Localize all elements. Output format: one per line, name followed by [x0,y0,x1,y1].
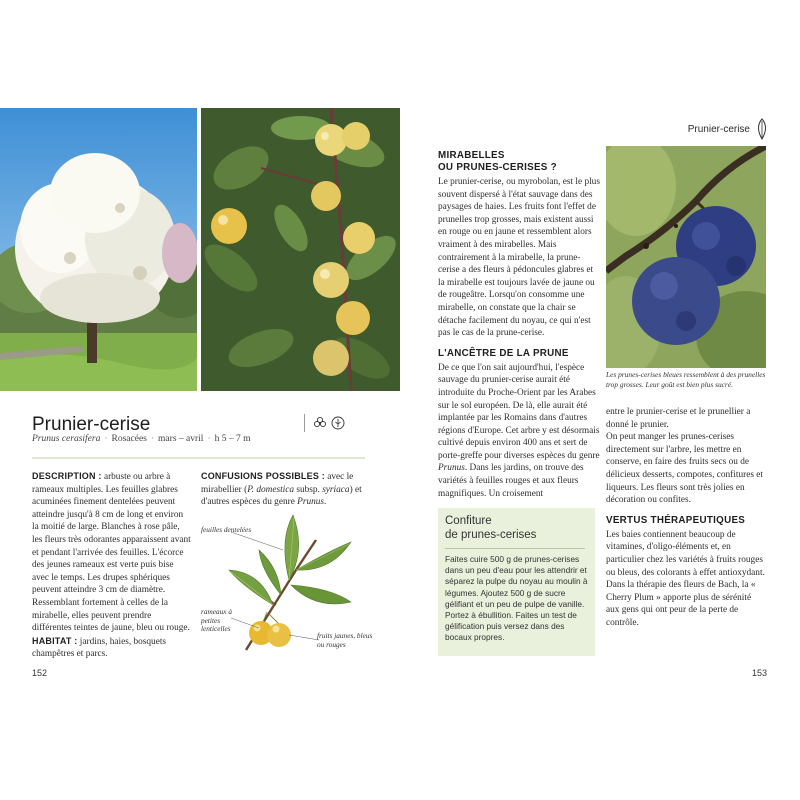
annotation-fruits: fruits jaunes, bleus ou rouges [317,631,373,649]
flower-icon [313,416,327,430]
plant-height: h 5 – 7 m [214,434,251,444]
page-title: Prunier-cerise [32,414,151,435]
text-column-left [438,150,602,500]
therapeutic-text-a: Les baies contiennent beaucoup de vitamines, d'oligo-éléments et, en particulier chez les variétés à fruits rouges ou bleus, des colorants à effet antioxydant. [606,529,765,578]
annotation-leaves: feuilles dentelées [201,525,252,534]
description-paragraph: DESCRIPTION : arbuste ou arbre à rameaux multiples. Les feuilles glabres acuminées finement dentelées peuvent atteindre jusqu'à 8 cm de long et environ la moitié de large. Blanches à rose pâle, les fleurs très odorantes apparaissent avant et pendant l'arrivée des feuilles. L'écorce des jeunes rameaux est verte puis bise avec le temps. Les drupes sphériques peuvent atteindre 3 cm de diamètre. Ressemblant fortement à celles de la mirabelle, elles peuvent prendre différentes teintes de jaune, bleu ou rouge. [32,471,191,634]
fruit-icon [331,416,345,430]
photo-caption: Les prunes-cerises bleues ressemblent à des prunelles trop grosses. Leur goût est bien plus sucré. [606,370,766,389]
description-column [32,470,192,661]
title-rule [32,457,365,459]
recipe-text: Faites cuire 500 g de prunes-cerises dans un peu d'eau pour les attendrir et séparez la pulpe du noyau au moulin à légumes. Ajoutez 500 g de sucre gélifiant et un peu de pulpe de vanille. Portez à ébullition. Faites un test de gélification puis versez dans des bocaux propres. [445,554,588,643]
flowering-period: mars – avril [158,434,204,444]
text-column-right [606,406,766,630]
section-heading-therapeutic: VERTUS THÉRAPEUTIQUES [606,514,746,526]
confusions-paragraph: CONFUSIONS POSSIBLES : avec le mirabellier (P. domestica subsp. syriaca) et d'autres espèces du genre Prunus. [201,471,362,508]
page-number-left: 152 [32,668,48,678]
recipe-rule [445,548,585,549]
usage-symbols [304,414,345,432]
page-number-right: 153 [752,668,768,678]
therapeutic-text-b: Dans la thérapie des fleurs de Bach, la « Cherry Plum » apporte plus de sérénité aux gens qui ont peur de la perte de contrôle. [606,580,756,628]
flowering-tree-photo [0,108,197,391]
yellow-fruit-photo [201,108,400,391]
running-head: Prunier-cerise [687,124,750,135]
section-text-mirabelles: Le prunier-cerise, ou myrobolan, est le plus souvent dispersé à l'état sauvage dans des paysages de haies. Les fruits font l'effet de prunelles trop grosses, mais existent aussi en rouge ou en jaune et ressemblent alors vraiment à des mirabelles. Mais contrairement à la mirabelle, la prune-cerise a des fleurs à pédoncules glabres et la mirabelle est toujours lavée de jaune ou de rougeâtre. Lorsqu'on consomme une mirabelle, on constate que la chair se détache facilement du noyau, ce qui n'est pas le cas de la prune-cerise. [438,177,600,339]
edible-text: On peut manger les prunes-cerises directement sur l'arbre, les mettre en conserve, en faire des fruits secs ou de délicieux desserts, compotes, confitures et liqueurs. Les fleurs sont très jolies en décoration ou confites. [606,432,763,506]
blue-plums-photo [606,146,766,368]
recipe-title: Confiture de prunes-cerises [445,515,537,541]
continuation-text: entre le prunier-cerise et le prunellier a donné le prunier. [606,407,751,430]
left-page [0,108,400,683]
leaf-icon [754,118,770,140]
habitat-paragraph: HABITAT : jardins, haies, bosquets champêtres et parcs. [32,635,167,660]
family-name: Rosacées [111,434,147,444]
section-heading-ancestor: L'ANCÊTRE DE LA PRUNE [438,347,569,359]
annotation-branches: rameaux à petites lenticelles [201,607,233,633]
botanical-illustration [201,510,373,664]
recipe-box [438,508,595,656]
right-page [400,108,800,683]
section-text-ancestor: De ce que l'on sait aujourd'hui, l'espèce sauvage du prunier-cerise aurait été introduite du Proche-Orient par les Arabes sur le sol européen. De là, elle aurait été implantée par les Romains dans d'autres régions d'Europe. Cet arbre y est désormais cultivé depuis environ 400 ans et sert de porte-greffe pour diverses espèces du genre Prunus. Dans les jardins, on trouve des variétés à feuilles rouges et aux fleurs magnifiques. Un croisement [438,362,600,499]
species-meta: Prunus cerasifera · Rosacées · mars – avril · h 5 – 7 m [32,434,251,444]
latin-name: Prunus cerasifera [32,434,101,444]
section-heading-mirabelles: MIRABELLES OU PRUNES-CERISES ? [438,150,557,173]
